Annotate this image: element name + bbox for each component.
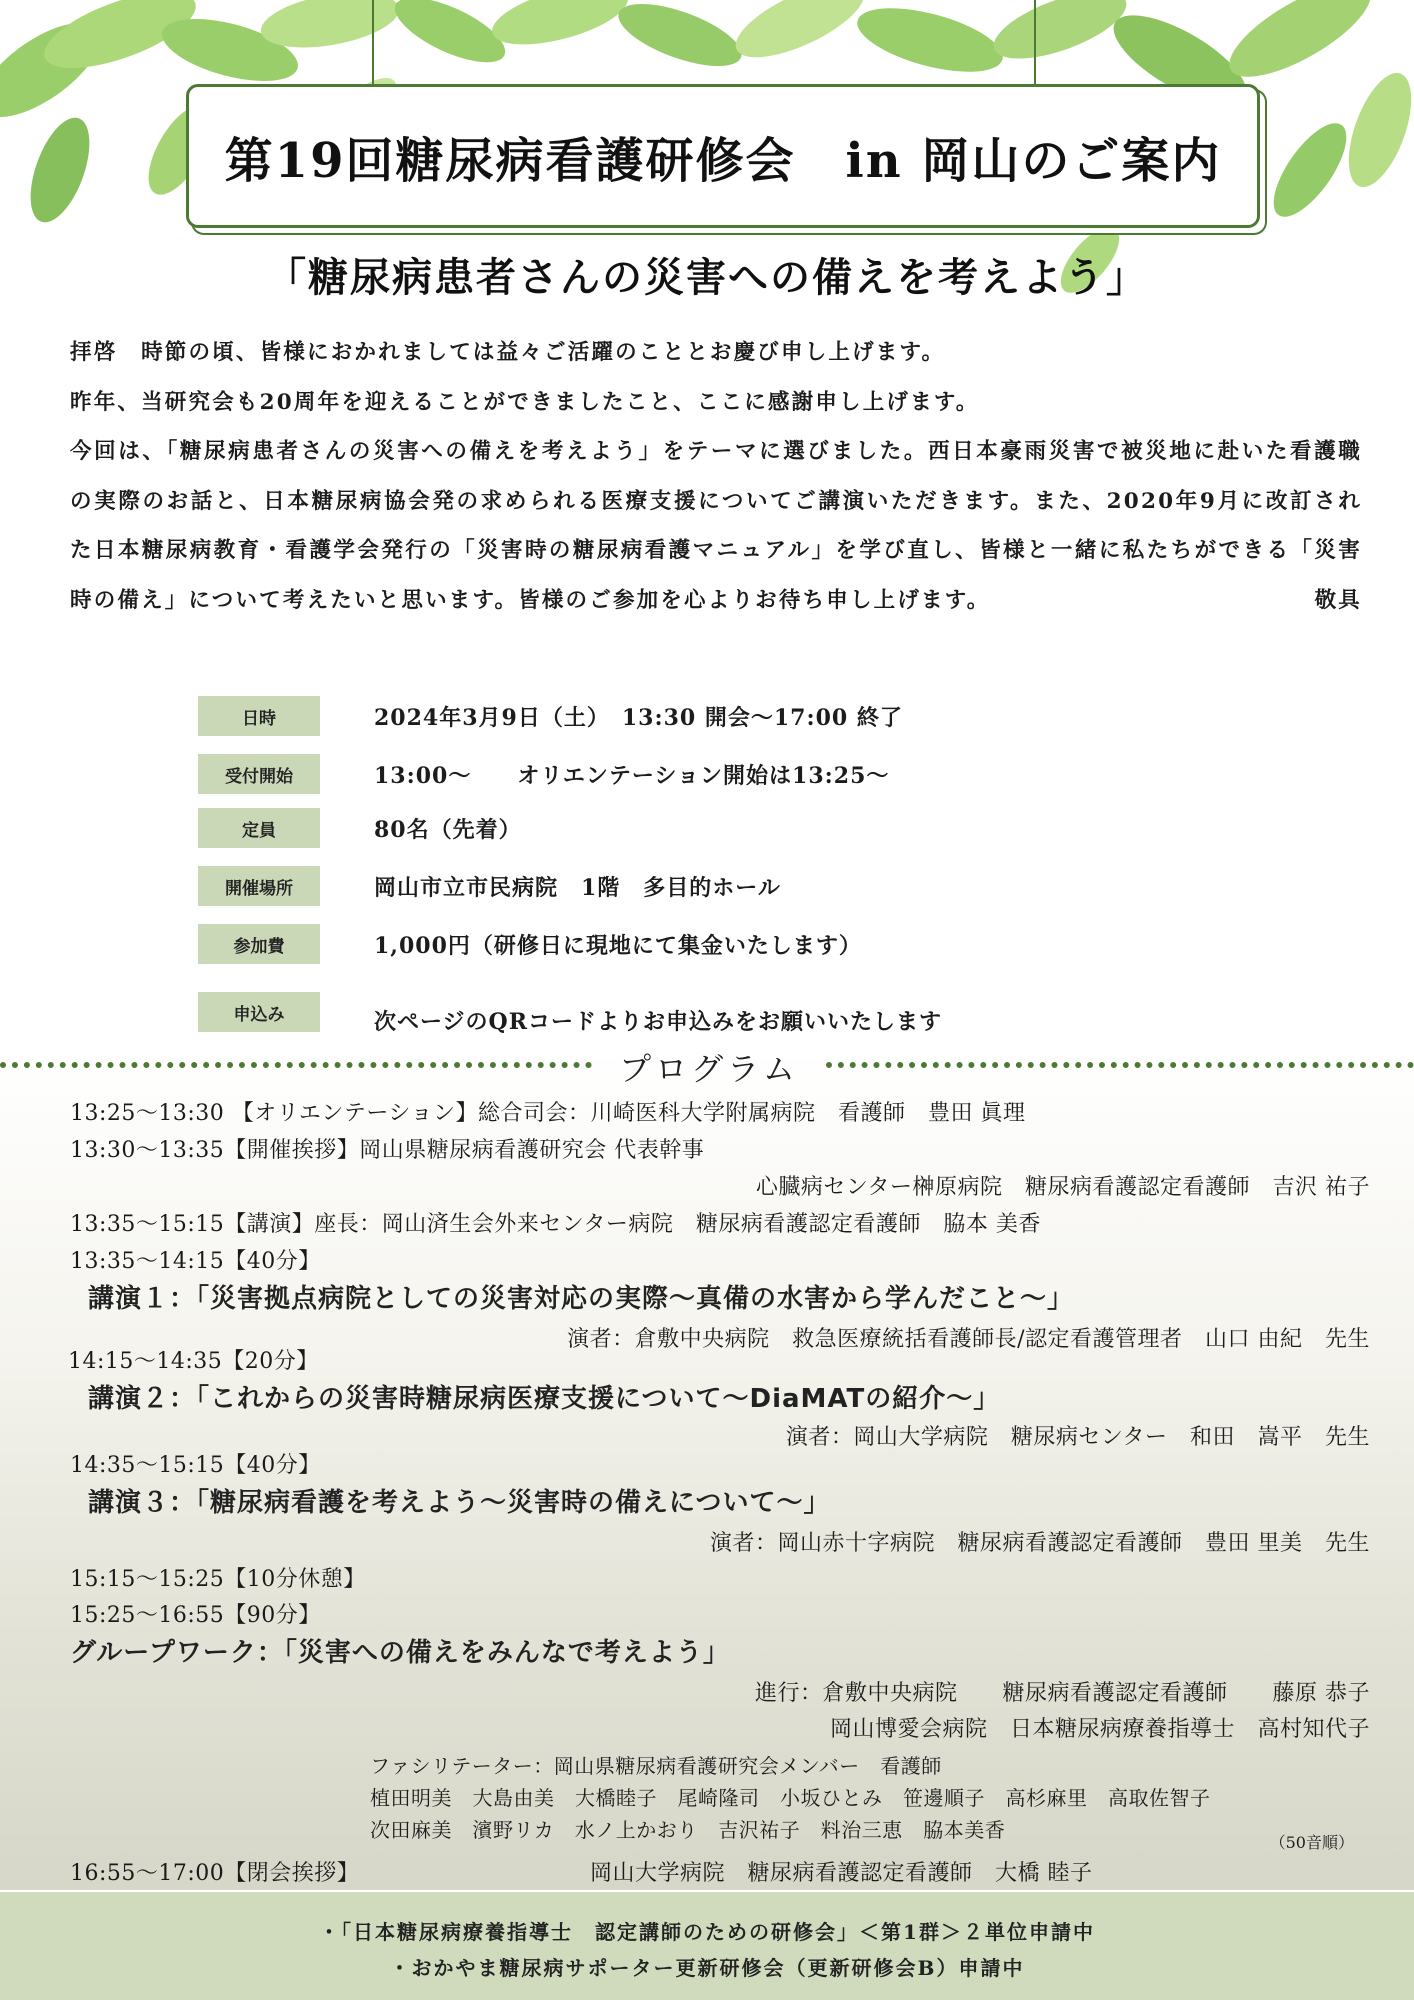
closing-time: 16:55～17:00【閉会挨拶】: [70, 1861, 360, 1886]
info-label: 定員: [198, 808, 320, 848]
groupwork-title: グループワーク：「災害への備えをみんなで考えよう」: [70, 1638, 730, 1668]
info-value: 1,000円（研修日に現地にて集金いたします）: [374, 932, 862, 959]
info-row-capacity: [198, 808, 1298, 848]
program-orientation: 13:25～13:30 【オリエンテーション】総合司会：川崎医科大学附属病院 看護師 豊田 眞理: [70, 1101, 1026, 1126]
groupwork-lead: 進行：倉敷中央病院 糖尿病看護認定看護師 藤原 恭子: [755, 1681, 1370, 1706]
info-label: 開催場所: [198, 866, 320, 906]
info-row-date: [198, 696, 1298, 736]
intro-body: 今回は、「糖尿病患者さんの災害への備えを考えよう」をテーマに選びました。西日本豪雨災害で被災地に赴いた看護職の実際のお話と、日本糖尿病協会発の求められる医療支援についてご講演いただきます。また、2020年9月に改訂された日本糖尿病教育・看護学会発行の「災害時の糖尿病看護マニュアル」を学び直し、皆様と一緒に私たちができる「災害時の備え」について考えたいと思います。皆様のご参加を心よりお待ち申し上げます。: [70, 439, 1362, 613]
page-title: 第19回糖尿病看護研修会 in 岡山のご案内: [224, 132, 1222, 189]
lecture2-time: 14:15～14:35【20分】: [68, 1349, 319, 1374]
lecture1-speaker: 演者：倉敷中央病院 救急医療統括看護師長/認定看護管理者 山口 由紀 先生: [567, 1327, 1370, 1352]
program-lecture-chair: 13:35～15:15【講演】座長：岡山済生会外来センター病院 糖尿病看護認定看護師 脇本 美香: [70, 1212, 1041, 1237]
info-label: 受付開始: [198, 754, 320, 794]
program-opening: 13:30～13:35【開催挨拶】岡山県糖尿病看護研究会 代表幹事: [70, 1138, 705, 1163]
lecture3-speaker: 演者：岡山赤十字病院 糖尿病看護認定看護師 豊田 里美 先生: [710, 1531, 1370, 1556]
facilitator-heading: ファシリテーター：岡山県糖尿病看護研究会メンバー 看護師: [370, 1754, 942, 1778]
info-value: 13:00～ オリエンテーション開始は13:25～: [374, 762, 890, 789]
facilitator-names: 次田麻美 濱野リカ 水ノ上かおり 吉沢祐子 料治三恵 脇本美香: [370, 1818, 1006, 1842]
program-heading: プログラム: [619, 1050, 799, 1088]
groupwork-lead-2: 岡山博愛会病院 日本糖尿病療養指導士 高村知代子: [829, 1717, 1370, 1742]
info-label: 参加費: [198, 924, 320, 964]
info-label: 日時: [198, 696, 320, 736]
info-row-application: [198, 992, 1298, 1035]
info-value: 2024年3月9日（土） 13:30 開会～17:00 終了: [374, 704, 903, 731]
title-panel: [186, 84, 1260, 228]
theme-subtitle: 「糖尿病患者さんの災害への備えを考えよう」: [266, 255, 1148, 301]
lecture3-time: 14:35～15:15【40分】: [70, 1453, 321, 1478]
info-value: 次ページのQRコードよりお申込みをお願いいたします: [374, 1008, 943, 1035]
footer-credit-1: ・「日本糖尿病療養指導士 認定講師のための研修会」＜第1群＞２単位申請中: [319, 1920, 1095, 1944]
break-time: 15:15～15:25【10分休憩】: [70, 1567, 366, 1592]
lecture3-title: 講演３：「糖尿病看護を考えよう～災害時の備えについて～」: [88, 1488, 831, 1518]
intro-anniversary: 昨年、当研究会も20周年を迎えることができましたこと、ここに感謝申し上げます。: [70, 389, 980, 415]
info-label: 申込み: [198, 992, 320, 1032]
lecture1-time: 13:35～14:15【40分】: [70, 1249, 321, 1274]
lecture1-title: 講演１：「災害拠点病院としての災害対応の実際～真備の水害から学んだこと～」: [88, 1284, 1075, 1314]
lecture2-title: 講演２：「これからの災害時糖尿病医療支援について～DiaMATの紹介～」: [88, 1384, 1001, 1414]
order-note: （50音順）: [1269, 1833, 1354, 1852]
info-row-venue: [198, 866, 1298, 906]
facilitator-names: 植田明美 大島由美 大橋睦子 尾崎隆司 小坂ひとみ 笹邊順子 高杉麻里 高取佐智子: [370, 1786, 1211, 1810]
info-value: 80名（先着）: [374, 816, 522, 843]
groupwork-time: 15:25～16:55【90分】: [70, 1603, 321, 1628]
intro-closing: 敬具: [1314, 587, 1362, 613]
dotted-divider: [0, 1062, 592, 1068]
info-row-reception: [198, 754, 1298, 794]
info-row-fee: [198, 924, 1298, 964]
footer-credit-2: ・おかやま糖尿病サポーター更新研修会（更新研修会B）申請中: [389, 1956, 1025, 1980]
footer-band: [0, 1892, 1414, 2000]
dotted-divider: [826, 1062, 1414, 1068]
intro-greeting: 拝啓 時節の頃、皆様におかれましては益々ご活躍のこととお慶び申し上げます。: [70, 340, 946, 365]
intro-text: [70, 328, 1362, 625]
program-opening-speaker: 心臓病センター榊原病院 糖尿病看護認定看護師 吉沢 祐子: [755, 1175, 1370, 1200]
lecture2-speaker: 演者：岡山大学病院 糖尿病センター 和田 嵩平 先生: [785, 1425, 1370, 1450]
closing-speaker: 岡山大学病院 糖尿病看護認定看護師 大橋 睦子: [590, 1861, 1093, 1886]
info-value: 岡山市立市民病院 1階 多目的ホール: [374, 874, 781, 901]
